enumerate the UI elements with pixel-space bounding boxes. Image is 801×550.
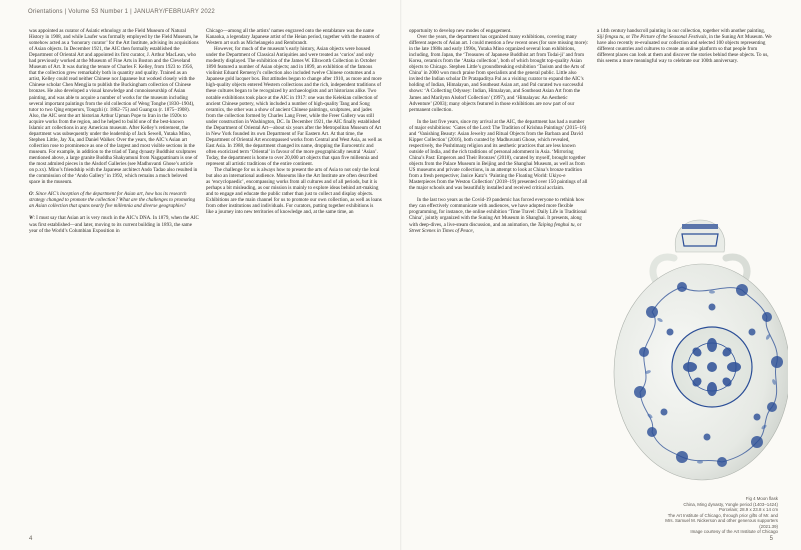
paragraph: a 14th century handscroll painting in our collection, together with another painting, Siji fengsu tu, or The Picture of the Seasonal Festivals, in the Suning Art Museum. We have also recently re-evaluated our collection and selected 100 objects representing different countries and cultures to create an online platform so that people from different places can look at them and discover the stories behind these objects. To us, this seems a more meaningful way to celebrate our 100th anniversary. bbox=[597, 28, 772, 65]
issue-number: Volume 53 Number 1 bbox=[68, 9, 129, 15]
caption-line: Image courtesy of the Art Institute of Chicago bbox=[690, 529, 778, 534]
column-1 bbox=[29, 28, 199, 234]
italic-title: Siji fengsu tu bbox=[597, 34, 624, 41]
moon-flask-image bbox=[612, 212, 788, 490]
caption-line: Mrs. Samuel M. Nickerson and other generous supporters (2021.39) bbox=[665, 518, 778, 529]
answer bbox=[29, 215, 199, 233]
answer-label: W bbox=[29, 215, 34, 222]
column-2 bbox=[206, 28, 382, 215]
paragraph: In the last two years as the Covid-19 pandemic has forced everyone to rethink how they can effectively communicate with audiences, we have adopted more flexible programming, for instance, the online exhibition ‘Time Travel: Daily Life in Traditional China’, jointly organized with the Suning Art Museum in Shanghai. It presents, along with deep-dives, a live-steam discussion, and an animation, the Taiping fenghui tu, or Street Scenes in Times of Peace, bbox=[409, 197, 587, 234]
paragraph: In the last five years, since my arrival at the AIC, the department has had a number of major exhibitions: ‘Gates of the Lord: The Tradition of Krishna Paintings’ (2015–16) and ‘Vanishing Beauty: Asian Jewelry and Ritual Objects from the Barbara and David Kipper Collection’ (2016), both curated by Madhuvanti Ghose, which revealed, respectively, the Pushtimarg religion and its aesthetic practices that are less known outside of India, and the rich traditions of personal adornment in Asia. ‘Mirroring China’s Past: Emperors and Their Bronzes’ (2018), curated by myself, brought together objects from the Palace Museum in Beijing and the Shanghai Museum, as well as from US museums and private collections, in an attempt to look at China’s bronze tradition from a fresh perspective; Janice Katz’s ‘Painting the Floating World: Ukiyo-e Masterpieces from the Weston Collection’ (2018–19) presented over 150 paintings of all the major schools and was beautifully installed and received critical acclaim. bbox=[409, 118, 588, 192]
answer-text: : I must say that Asian art is very much in the AIC’s DNA. In 1879, when the AIC was first established—and later, moving to its current building in 1893, the same year of the World’s Columbian Exposition in bbox=[29, 215, 199, 234]
figure-caption bbox=[648, 496, 778, 535]
caption-line: The Art Institute of Chicago, through prior gifts of Mr. and bbox=[667, 512, 778, 518]
paragraph: The challenge for us is always how to present the arts of Asia to not only the local but also an international audience. Museums like the Art Institute are often described as ‘encyclopaedic’, encompassing works from all cultures and of all periods, but it is perhaps a bit misleading, as our mission is mainly to explore ideas behind art-making and to engage and educate the public rather than just to collect and display objects. Exhibitions are the main channel for us to promote our own collection, as well as loans from other institutions and individuals. For curators, putting together exhibitions is like a journey into new territories of knowledge and, at the same time, an bbox=[206, 167, 382, 216]
column-4 bbox=[597, 28, 773, 64]
paragraph: Chicago—among all the artists’ names engraved onto the entablature was the name Kanaoka, a legendary Japanese artist of the Heian period, together with the masters of Western art such as Michelangelo and Rembrandt. bbox=[206, 28, 380, 47]
paragraph: Over the years, the department has organized many exhibitions, covering many different aspects of Asian art. I could mention a few recent ones (for sure missing more): in the late 1980s and early 1990s, Yutaka Mino organized several loan exhibitions, including, from Japan, the ‘Treasures of Japanese Buddhist art from Todai-ji’ and from Korea, ceramics from the ‘Ataka collection’, both of which brought top-quality Asian objects to Chicago. Stephen Little’s groundbreaking exhibition ‘Taoism and the Arts of China’ in 2000 won much praise from specialists and the general public. Little also invited the Indian scholar Dr Pratapaditya Pal as a visiting curator to expand the AIC’s holding of Indian, Himalayan, and Southeast Asian art, and Pal curated two successful shows: ‘A Collecting Odyssey: Indian, Himalayan, and Southeast Asian Art from the James and Marilynn Alsdorf Collection’ (1997), and ‘Himalayas: An Aesthetic Adventure’ (2003); many objects featured in those exhibitions are now part of our permanent collection. bbox=[409, 34, 589, 113]
page-gutter bbox=[400, 0, 402, 550]
running-head: Orientations | Volume 53 Number 1 | JANUARY/FEBRUARY 2022 bbox=[28, 9, 215, 15]
italic-title: The Picture of the Seasonal Festivals bbox=[631, 34, 707, 41]
journal-name: Orientations bbox=[28, 9, 63, 15]
caption-line: China, Ming dynasty, Yongle period (1403–1424) bbox=[683, 501, 778, 507]
italic-title: Street Scenes in Times of Peace bbox=[409, 227, 473, 234]
paragraph: opportunity to develop new modes of engagement. bbox=[409, 28, 512, 34]
question-label: O bbox=[29, 191, 33, 198]
column-3 bbox=[409, 28, 589, 234]
question bbox=[29, 191, 199, 209]
caption-line: Porcelain; 28.9 x 23.8 x 14 cm bbox=[718, 507, 778, 512]
page-number-right: 5 bbox=[769, 536, 773, 542]
italic-title: Taiping fenghui tu bbox=[537, 221, 575, 228]
paragraph: was appointed as curator of Asiatic ethnology at the Field Museum of Natural History in 1908, and while Laufer was formally employed by the Field Museum, he somehow acted as a ‘honorary curator’ for the Art Institute, advising its acquisitions of Asian objects. In December 1921, the AIC then formally established the Department of Oriental Art and appointed its first curator, J. Arthur MacLean, who had previously worked at the Museum of Fine Arts in Boston and the Cleveland Museum of Art. It was during the tenure of Charles F. Kelley, from 1923 to 1956, that the collection grew remarkably both in quantity and quality. Trained as an artist, Kelley could read neither Chinese nor Japanese but worked closely with the Chinese scholar Chen Mengjia to publish the Buckingham collection of Chinese bronzes. He also developed a visual knowledge and connoisseurship of Asian painting, and was able to acquire a number of works for the museum including several important paintings from the old collection of Weng Tonghe (1830–1904), tutor to two Qing emperors, Tongzhi (r. 1862–75) and Guangxu (r. 1875–1908). Also, the AIC sent the art historian Arthur Upman Pope to Iran in the 1920s to acquire works from the region, and he helped to build one of the best-known Islamic art collections in any American museum. After Kelley’s retirement, the department was subsequently under the leadership of Jack Sewell, Yutaka Mino, Stephen Little, Jay Xu, and Daniel Walker. Over the years, the AIC’s Asian art collection rose to prominence as one of the largest and most visible sections in the museum. For example, in addition to the triad of Tang dynasty Buddhist sculptures mentioned above, a large granite Buddha Shakyamuni from Nagapattinam is one of the most admired pieces in the Alsdorf Galleries (see Madhuvanti Ghose’s article on p.xx). Mino’s friendship with the Japanese architect Ando Tadao also resulted in the commission of the ‘Ando Gallery’ in 1992, which remains a much beloved space in the museum. bbox=[29, 28, 199, 186]
question-text: : Since AIC’s inception of the department for Asian art, how has its research strategy changed to promote the collection? What are the challenges to promoting an Asian collection that spans nearly five millennia and diverse geographies? bbox=[29, 191, 196, 210]
caption-title: Fig 4 Moon flask bbox=[745, 496, 778, 501]
issue-date: JANUARY/FEBRUARY 2022 bbox=[133, 9, 215, 15]
page-number-left: 4 bbox=[29, 536, 33, 542]
paragraph: However, for much of the museum’s early history, Asian objects were housed under the Department of Classical Antiquities and were treated as ‘curios’ and only modestly displayed. The exhibition of the James W. Ellsworth Collection in October 1890 featured a number of Asian objects; and in 1899, an exhibition of the famous violinist Eduard Remenyi’s collection also included twelve Chinese costumes and a Japanese gold lacquer box. But attitudes began to change after 1910, as more and more high-quality objects entered Western collections and the rich, independent traditions of these cultures began to be recognized by archaeologists and art historians alike. Two notable exhibitions took place at the AIC in 1917: one was the Kelekian collection of ancient Chinese pottery, which included a number of high-quality Tang and Song ceramics, the other was a show of ancient Chinese paintings, sculptures, and jades from the collection formed by Charles Lang Freer, while the Freer Gallery was still under construction in Washington, DC. In December 1921, the AIC finally established the Department of Oriental Art—about six years after the Metropolitan Museum of Art in New York founded its own Department of Far Eastern Art. At that time, the Department of Oriental Art encompassed works from Central and West Asia, as well as East Asia. In 1988, the department changed its name, dropping the Eurocentric and often exoticized term ‘Oriental’ in favour of the more geographically neutral ‘Asian’. Today, the department is home to over 20,000 art objects that span five millennia and represent all artistic traditions of the entire continent. bbox=[206, 46, 382, 168]
